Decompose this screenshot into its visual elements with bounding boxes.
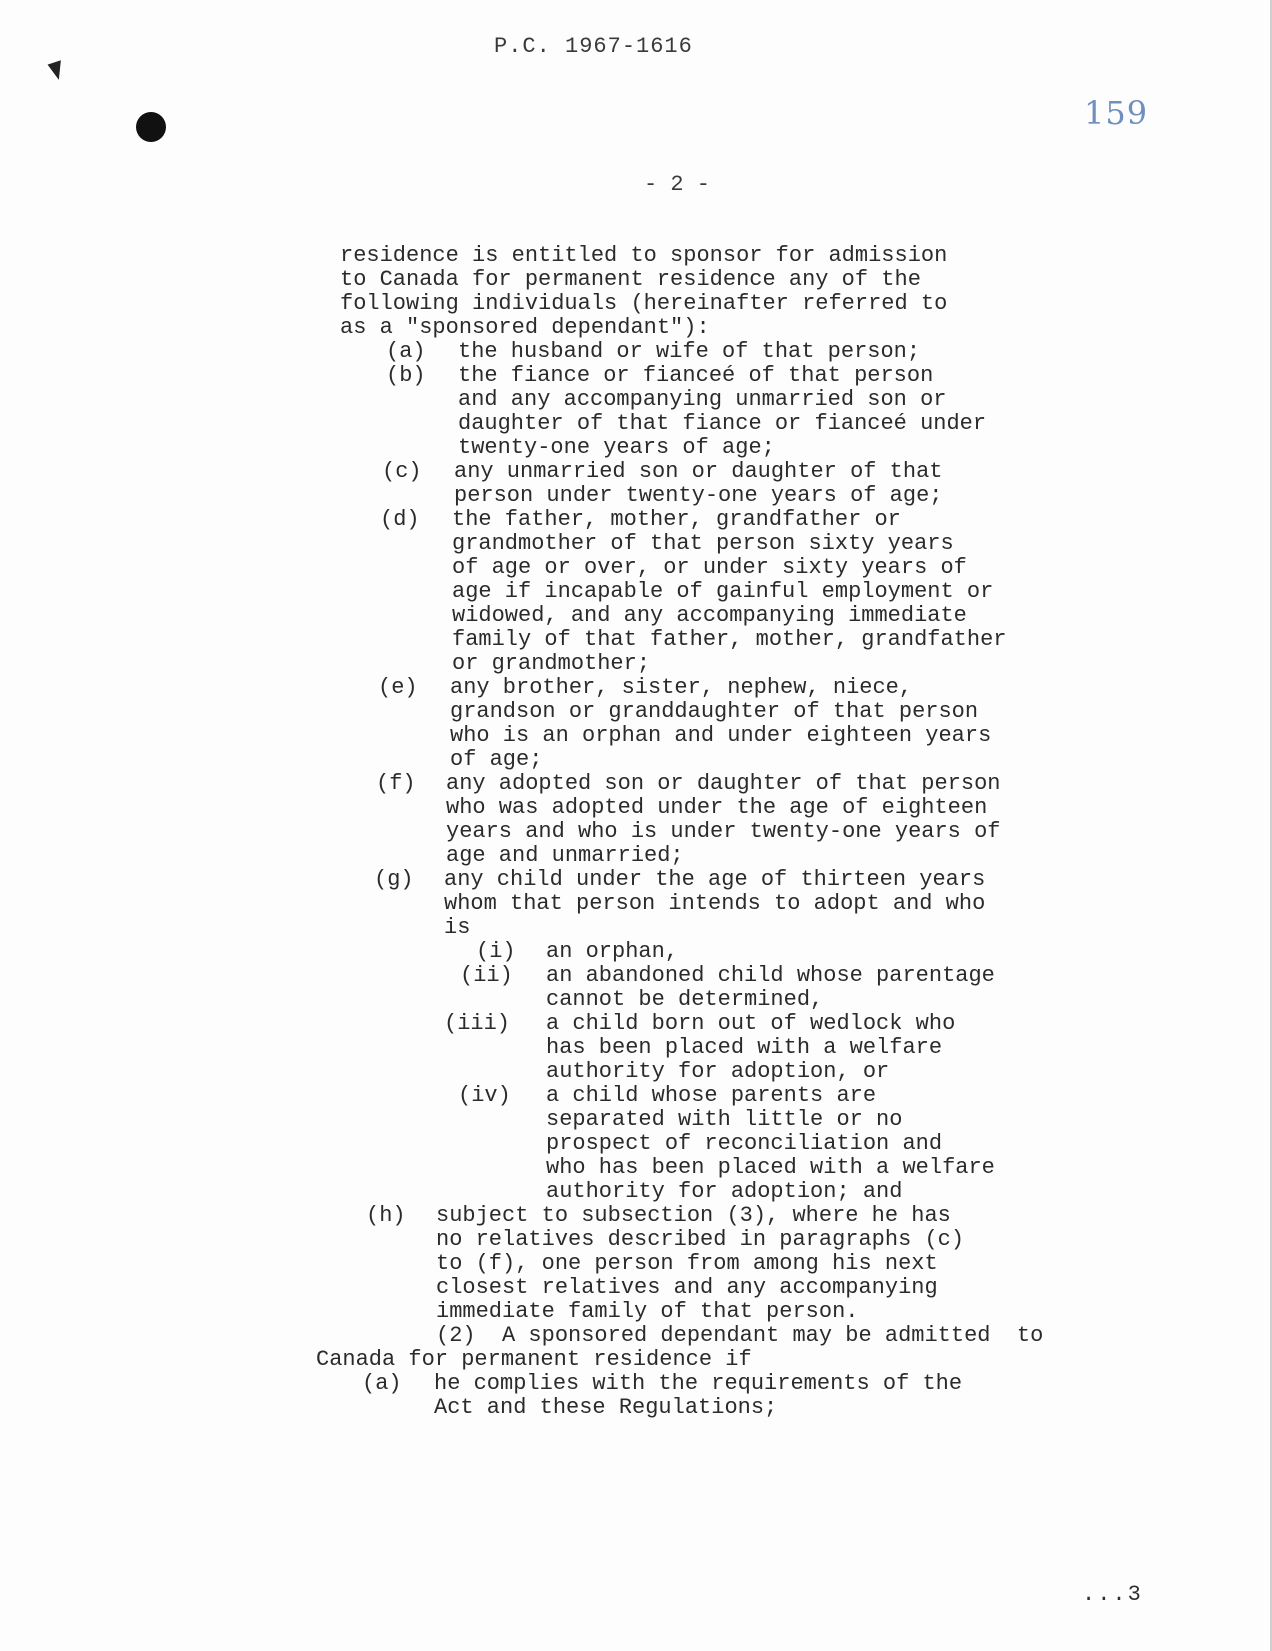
page-stamp-number: 159 [1084,94,1149,132]
item-text-line: or grandmother; [452,651,651,676]
item-text-line: age if incapable of gainful employment or [452,579,994,604]
page-number: - 2 - [644,172,711,197]
item-text-line: is [444,915,471,940]
item-text-line: any adopted son or daughter of that person [446,771,1001,796]
item-text-line: the husband or wife of that person; [458,339,921,364]
item-text-line: person under twenty-one years of age; [454,483,943,508]
item-text-line: widowed, and any accompanying immediate [452,603,967,628]
intro-line: residence is entitled to sponsor for admission [340,243,948,268]
item-label: (c) [382,459,422,484]
paragraph-line: (2) A sponsored dependant may be admitted to [436,1323,1044,1348]
subitem-text-line: who has been placed with a welfare [546,1155,995,1180]
item-text-line: immediate family of that person. [436,1299,859,1324]
item-text-line: years and who is under twenty-one years of [446,819,1001,844]
item-text-line: whom that person intends to adopt and who [444,891,986,916]
item-text-line: to (f), one person from among his next [436,1251,938,1276]
item-text-line: he complies with the requirements of the [434,1371,963,1396]
subitem-text-line: prospect of reconciliation and [546,1131,943,1156]
subitem-text-line: has been placed with a welfare [546,1035,943,1060]
item-label: (h) [366,1203,406,1228]
item-text-line: who was adopted under the age of eighteen [446,795,988,820]
item-label: (e) [378,675,418,700]
subitem-text-line: a child whose parents are [546,1083,877,1108]
item-text-line: Act and these Regulations; [434,1395,778,1420]
item-text-line: of age; [450,747,543,772]
intro-line: as a "sponsored dependant"): [340,315,710,340]
subitem-text-line: authority for adoption; and [546,1179,903,1204]
item-text-line: any child under the age of thirteen years [444,867,986,892]
item-label: (a) [386,339,426,364]
item-text-line: family of that father, mother, grandfather [452,627,1007,652]
item-text-line: and any accompanying unmarried son or [458,387,947,412]
subitem-text-line: separated with little or no [546,1107,903,1132]
item-text-line: twenty-one years of age; [458,435,775,460]
subitem-text-line: an orphan, [546,939,679,964]
item-text-line: the fiance or fianceé of that person [458,363,934,388]
item-text-line: daughter of that fiance or fianceé under [458,411,987,436]
item-text-line: grandmother of that person sixty years [452,531,954,556]
subitem-text-line: a child born out of wedlock who [546,1011,956,1036]
paragraph-line: Canada for permanent residence if [316,1347,752,1372]
ink-mark [48,60,67,81]
item-text-line: subject to subsection (3), where he has [436,1203,951,1228]
item-label: (f) [376,771,416,796]
item-text-line: age and unmarried; [446,843,684,868]
subitem-text-line: an abandoned child whose parentage [546,963,995,988]
document-header: P.C. 1967-1616 [494,34,693,59]
subitem-text-line: authority for adoption, or [546,1059,890,1084]
item-label: (g) [374,867,414,892]
item-text-line: closest relatives and any accompanying [436,1275,938,1300]
subitem-label: (iii) [444,1011,511,1036]
intro-line: following individuals (hereinafter referred to [340,291,948,316]
item-label: (b) [386,363,426,388]
item-text-line: grandson or granddaughter of that person [450,699,979,724]
item-label: (d) [380,507,420,532]
punch-hole [136,112,166,142]
continuation-marker: ...3 [1082,1582,1143,1607]
item-text-line: the father, mother, grandfather or [452,507,901,532]
subitem-label: (ii) [460,963,513,988]
item-text-line: who is an orphan and under eighteen years [450,723,992,748]
item-label: (a) [362,1371,402,1396]
item-text-line: no relatives described in paragraphs (c) [436,1227,965,1252]
item-text-line: of age or over, or under sixty years of [452,555,967,580]
intro-line: to Canada for permanent residence any of the [340,267,921,292]
subitem-text-line: cannot be determined, [546,987,824,1012]
subitem-label: (i) [476,939,516,964]
subitem-label: (iv) [458,1083,511,1108]
item-text-line: any unmarried son or daughter of that [454,459,943,484]
item-text-line: any brother, sister, nephew, niece, [450,675,913,700]
